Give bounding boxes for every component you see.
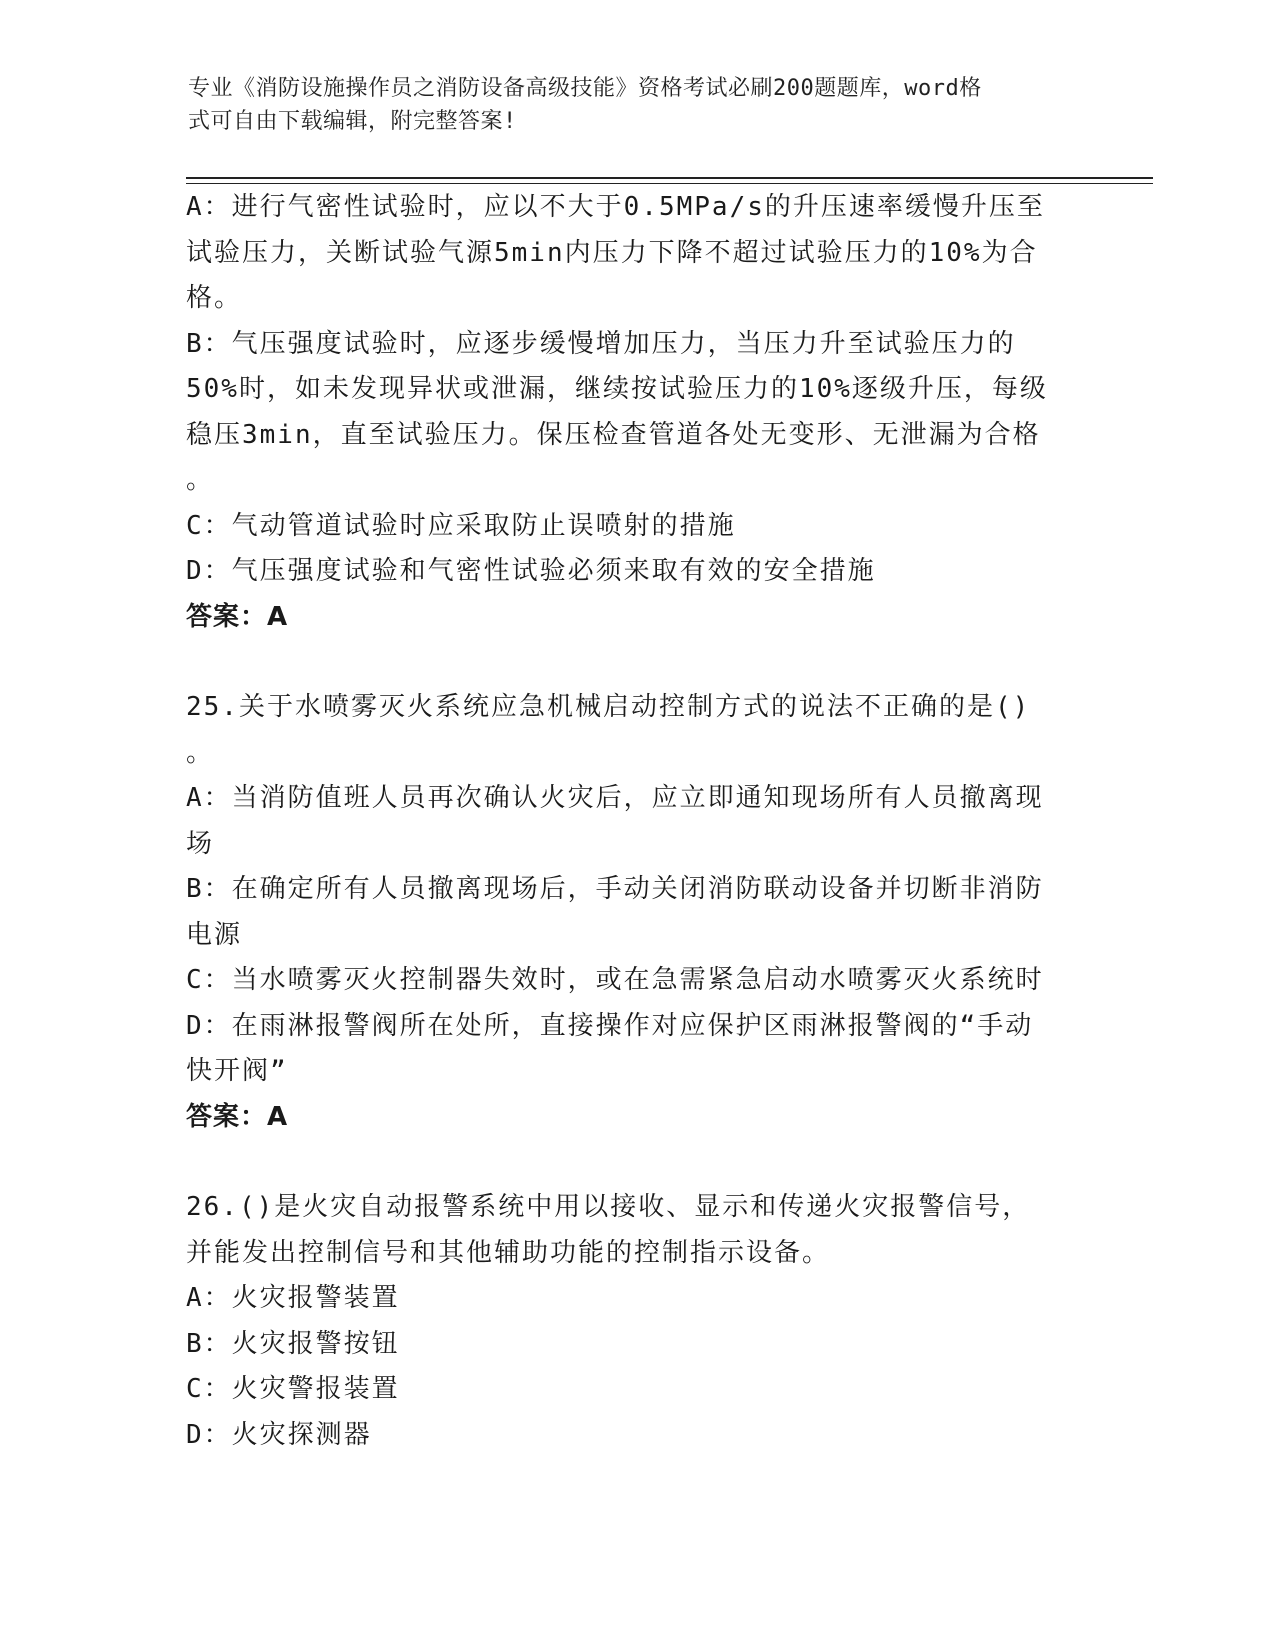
question-26-block [186,1185,1076,1458]
question-content [186,185,1076,1458]
option-a-line-3: 格。 [186,283,243,313]
document-header [188,72,1068,138]
option-d-line-2: 快开阀” [186,1056,288,1086]
header-line-2: 式可自由下载编辑，附完整答案! [188,109,517,134]
spacer [186,1140,1076,1185]
option-a-line-1: A：当消防值班人员再次确认火灾后，应立即通知现场所有人员撤离现 [186,783,1044,813]
question-stem-line-2: 。 [186,737,215,768]
option-c: C：当水喷雾灭火控制器失效时，或在急需紧急启动水喷雾灭火系统时 [186,965,1044,995]
option-b: B：火灾报警按钮 [186,1328,400,1359]
answer-label: 答案：A [186,1101,289,1132]
option-a: A：火灾报警装置 [186,1283,400,1313]
header-line-1: 专业《消防设施操作员之消防设备高级技能》资格考试必刷200题题库，word格 [188,76,982,101]
spacer [186,640,1076,685]
option-c: C：火灾警报装置 [186,1374,400,1404]
option-a-line-1: A：进行气密性试验时，应以不大于0.5MPa/s的升压速率缓慢升压至 [186,192,1045,222]
option-b-line-3: 稳压3min，直至试验压力。保压检查管道各处无变形、无泄漏为合格 [186,419,1041,450]
option-a-line-2: 场 [186,828,215,859]
option-d: D：火灾探测器 [186,1419,372,1450]
option-d: D：气压强度试验和气密性试验必须来取有效的安全措施 [186,556,876,586]
option-a-line-2: 试验压力，关断试验气源5min内压力下降不超过试验压力的10%为合 [186,237,1038,268]
option-d-line-1: D：在雨淋报警阀所在处所，直接操作对应保护区雨淋报警阀的“手动 [186,1010,1034,1041]
answer-label: 答案：A [186,601,289,632]
question-stem-line-1: 25.关于水喷雾灭火系统应急机械启动控制方式的说法不正确的是() [186,692,1031,722]
question-stem-line-1: 26.()是火灾自动报警系统中用以接收、显示和传递火灾报警信号， [186,1192,1031,1222]
option-b-line-2: 电源 [186,919,243,950]
option-b-line-1: B：气压强度试验时，应逐步缓慢增加压力，当压力升至试验压力的 [186,328,1016,359]
question-24-block [186,185,1076,640]
question-stem-line-2: 并能发出控制信号和其他辅助功能的控制指示设备。 [186,1237,831,1268]
header-divider [186,177,1153,184]
option-b-line-2: 50%时，如未发现异状或泄漏，继续按试验压力的10%逐级升压，每级 [186,374,1048,404]
question-25-block [186,685,1076,1140]
option-c: C：气动管道试验时应采取防止误喷射的措施 [186,510,736,541]
option-b-line-4: 。 [186,465,215,495]
option-b-line-1: B：在确定所有人员撤离现场后，手动关闭消防联动设备并切断非消防 [186,874,1044,904]
